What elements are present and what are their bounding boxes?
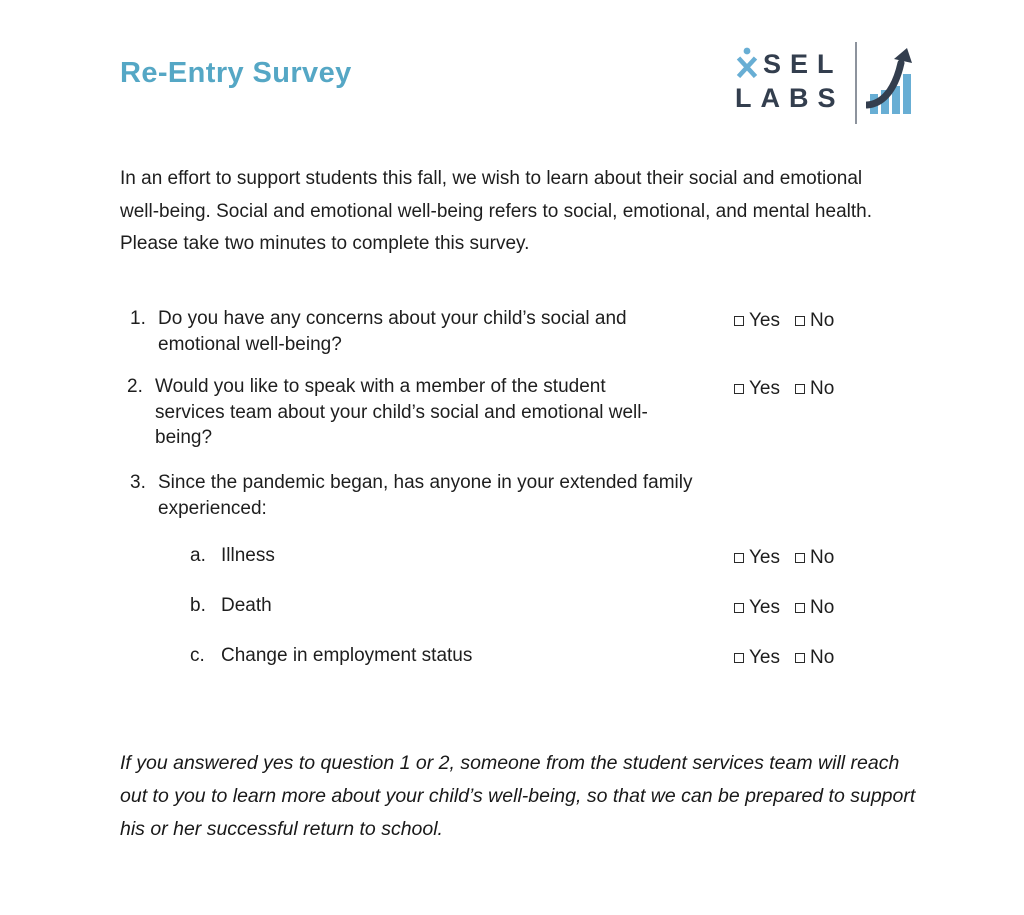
no-label: No xyxy=(810,547,835,568)
yes-label: Yes xyxy=(749,597,780,618)
question-3a-options xyxy=(734,545,834,571)
question-3b-text: Death xyxy=(221,595,272,616)
no-label: No xyxy=(810,378,835,399)
no-label: No xyxy=(810,597,835,618)
question-2-yes-checkbox[interactable] xyxy=(734,384,744,394)
question-3a-letter: a. xyxy=(190,545,206,566)
question-2-options xyxy=(734,376,834,402)
question-1 xyxy=(130,306,678,357)
question-3c-text: Change in employment status xyxy=(221,645,473,666)
question-3b xyxy=(190,593,272,618)
intro-paragraph: In an effort to support students this fall, we wish to learn about their social and emotional well-being. Social and emotional well-being refers to social, emotional, and mental health. Please take two minutes to complete this survey. xyxy=(120,168,872,255)
logo-word-labs: LABS xyxy=(735,83,845,113)
question-2-no-checkbox[interactable] xyxy=(795,384,805,394)
logo-word-sel: SEL xyxy=(763,49,843,79)
xsel-labs-logo xyxy=(735,42,915,126)
growth-arrow-chart-icon xyxy=(866,48,916,118)
question-1-text: Do you have any concerns about your child’s social and emotional well-being? xyxy=(158,308,627,355)
question-3b-yes-checkbox[interactable] xyxy=(734,603,744,613)
question-3c-letter: c. xyxy=(190,645,205,666)
no-label: No xyxy=(810,310,835,331)
question-2-text: Would you like to speak with a member of the student services team about your child’s social and emotional well-being? xyxy=(155,376,648,448)
question-3a-yes-checkbox[interactable] xyxy=(734,553,744,563)
question-3a-text: Illness xyxy=(221,545,275,566)
person-x-icon xyxy=(735,47,759,78)
question-3a xyxy=(190,543,275,568)
question-3b-no-checkbox[interactable] xyxy=(795,603,805,613)
logo-divider xyxy=(855,42,857,124)
yes-label: Yes xyxy=(749,378,780,399)
question-3c xyxy=(190,643,472,668)
footer-note: If you answered yes to question 1 or 2, someone from the student services team will reach out to you to learn more about your child’s well-being, so that we can be prepared to support his or her successful return to school. xyxy=(120,752,916,840)
question-1-options xyxy=(734,308,834,334)
logo-line-2 xyxy=(735,78,845,112)
question-3-text: Since the pandemic began, has anyone in your extended family experienced: xyxy=(158,472,693,519)
question-3c-yes-checkbox[interactable] xyxy=(734,653,744,663)
yes-label: Yes xyxy=(749,310,780,331)
page-title: Re-Entry Survey xyxy=(120,57,352,89)
no-label: No xyxy=(810,647,835,668)
yes-label: Yes xyxy=(749,647,780,668)
yes-label: Yes xyxy=(749,547,780,568)
question-1-number: 1. xyxy=(130,308,146,329)
logo-line-1 xyxy=(735,44,845,78)
question-1-yes-checkbox[interactable] xyxy=(734,316,744,326)
question-3c-no-checkbox[interactable] xyxy=(795,653,805,663)
question-2 xyxy=(127,374,675,451)
question-3c-options xyxy=(734,645,834,671)
question-3b-options xyxy=(734,595,834,621)
logo-wordmark xyxy=(735,44,845,112)
question-1-no-checkbox[interactable] xyxy=(795,316,805,326)
question-3-number: 3. xyxy=(130,472,146,493)
question-2-number: 2. xyxy=(127,376,143,397)
question-3b-letter: b. xyxy=(190,595,206,616)
question-3 xyxy=(130,470,703,521)
question-3a-no-checkbox[interactable] xyxy=(795,553,805,563)
